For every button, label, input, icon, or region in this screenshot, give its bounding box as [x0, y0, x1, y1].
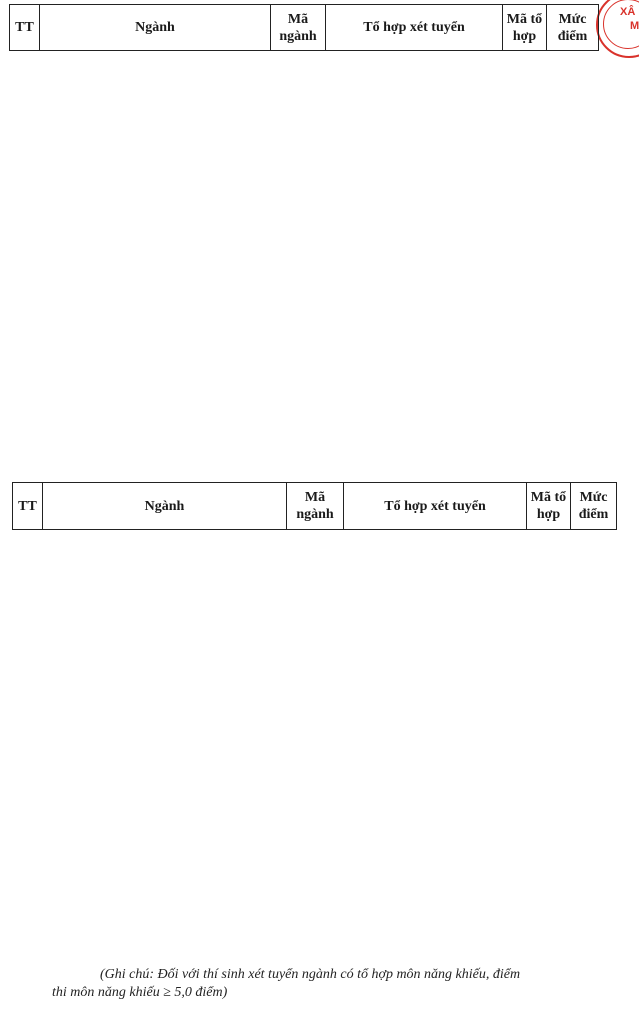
header-nganh: Ngành: [40, 5, 271, 51]
footnote-line-1: (Ghi chú: Đối với thí sinh xét tuyển ngành có tổ hợp môn năng khiếu, điểm: [100, 967, 521, 982]
header-tt: TT: [13, 483, 43, 530]
header-ma-nganh: Mã ngành: [271, 5, 326, 51]
header-ma-nganh: Mã ngành: [287, 483, 344, 530]
table-header-row: [13, 483, 617, 530]
header-to-hop: Tổ hợp xét tuyển: [344, 483, 527, 530]
header-muc-diem: Mức điểm: [571, 483, 617, 530]
header-ma-to-hop: Mã tổ hợp: [503, 5, 547, 51]
red-seal-stamp: [596, 0, 639, 58]
footnote-line-2: thi môn năng khiếu ≥ 5,0 điểm): [52, 985, 228, 1000]
seal-text-1: XÂ: [620, 6, 636, 18]
header-to-hop: Tổ hợp xét tuyển: [326, 5, 503, 51]
admission-table-1: [9, 4, 599, 51]
header-ma-to-hop: Mã tổ hợp: [527, 483, 571, 530]
table-header-row: [10, 5, 599, 51]
footnote: [52, 966, 622, 1002]
seal-text-2: M: [630, 20, 639, 32]
header-nganh: Ngành: [43, 483, 287, 530]
header-tt: TT: [10, 5, 40, 51]
admission-table-2: [12, 482, 617, 530]
header-muc-diem: Mức điểm: [547, 5, 599, 51]
